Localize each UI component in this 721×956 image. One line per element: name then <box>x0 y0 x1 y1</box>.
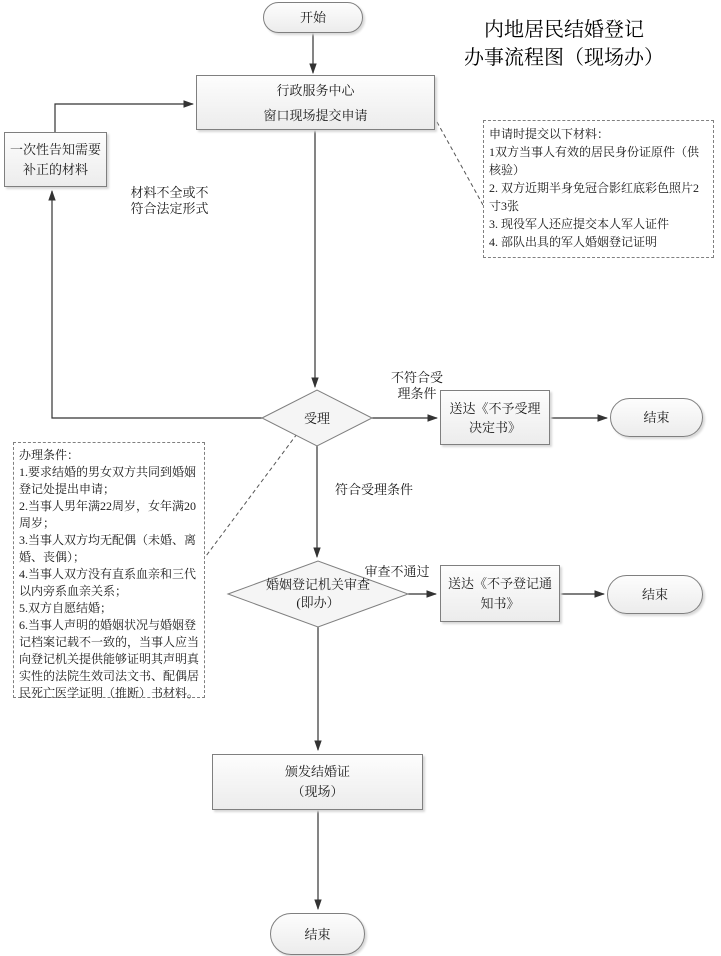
end1-node <box>610 398 703 437</box>
review-diamond-label <box>228 576 408 612</box>
start-node-label: 开始 <box>299 10 326 25</box>
submit-node <box>196 75 435 130</box>
end2-node-label: 结束 <box>641 587 668 602</box>
callout-submit-to-materials-note <box>437 122 483 205</box>
conditions-note-item: 6.当事人声明的婚姻状况与婚姻登记档案记载不一致的，当事人应当向登记机关提供能够证明其声明真实性的法院生效司法文书、配偶居民死亡医学证明（推断）书材料。 <box>19 618 200 700</box>
label-incomplete-materials <box>122 185 217 217</box>
review-diamond-line1: 婚姻登记机关审查 <box>265 577 370 592</box>
submit-node-line1: 行政服务中心 <box>276 82 355 98</box>
reject2-node <box>440 565 560 622</box>
edge-notify-to-submit <box>55 104 193 132</box>
accept-diamond-label: 受理 <box>303 411 330 426</box>
conditions-note-item: 4.当事人双方没有直系血亲和三代以内旁系血亲关系； <box>19 567 197 598</box>
materials-note-item: 4. 部队出具的军人婚姻登记证明 <box>489 235 658 249</box>
submit-node-line2: 窗口现场提交申请 <box>263 107 368 123</box>
materials-note-title: 申请时提交以下材料： <box>489 127 610 141</box>
review-diamond-line2: (即办） <box>296 595 340 610</box>
label-incomplete-line1: 材料不全或不 <box>130 185 209 200</box>
notify-node-line1: 一次性告知需要 <box>9 141 101 157</box>
reject1-node <box>440 390 550 445</box>
label-incomplete-line2: 符合法定形式 <box>130 201 209 216</box>
conditions-note-item: 1.要求结婚的男女双方共同到婚姻登记处提出申请； <box>19 465 197 496</box>
edge-accept-to-notify <box>52 191 262 418</box>
notify-node <box>4 132 107 187</box>
reject1-node-line1: 送达《不予受理 <box>449 400 541 416</box>
start-node <box>263 2 363 33</box>
materials-note-item: 2. 双方近期半身免冠合影红底彩色照片2寸3张 <box>489 181 700 213</box>
label-not-accept-line1: 不符合受 <box>390 370 443 385</box>
reject2-node-line2: 知书》 <box>480 595 520 611</box>
issue-node-line2: （现场） <box>291 784 344 799</box>
conditions-note-title: 办理条件： <box>19 448 80 462</box>
notify-node-line2: 补正的材料 <box>22 161 88 177</box>
callout-accept-to-conditions-note <box>206 434 297 556</box>
issue-node-line1: 颁发结婚证 <box>284 764 350 779</box>
conditions-note-item: 5.双方自愿结婚； <box>19 601 113 615</box>
end2-node <box>607 575 703 614</box>
materials-note <box>483 120 714 258</box>
reject1-node-line2: 决定书》 <box>468 419 521 435</box>
page-title <box>448 16 680 72</box>
label-not-accept <box>386 370 448 402</box>
conditions-note <box>13 442 205 698</box>
conditions-note-item: 2.当事人男年满22周岁，女年满20周岁； <box>19 499 197 530</box>
label-review-fail: 审查不通过 <box>364 564 430 579</box>
materials-note-item: 3. 现役军人还应提交本人军人证件 <box>489 217 670 231</box>
materials-note-item: 1双方当事人有效的居民身份证原件（供核验） <box>489 145 700 177</box>
end3-node-label: 结束 <box>304 926 331 942</box>
issue-node <box>212 754 423 810</box>
reject2-node-line1: 送达《不予登记通 <box>447 575 552 591</box>
end1-node-label: 结束 <box>643 410 670 425</box>
end3-node <box>270 913 365 955</box>
page-title-line1: 内地居民结婚登记 <box>484 19 644 41</box>
label-not-accept-line2: 理条件 <box>397 386 437 401</box>
page-title-line2: 办事流程图（现场办） <box>464 47 664 69</box>
conditions-note-item: 3.当事人双方均无配偶（未婚、离婚、丧偶）； <box>19 533 197 564</box>
label-accept-ok: 符合受理条件 <box>334 482 413 497</box>
